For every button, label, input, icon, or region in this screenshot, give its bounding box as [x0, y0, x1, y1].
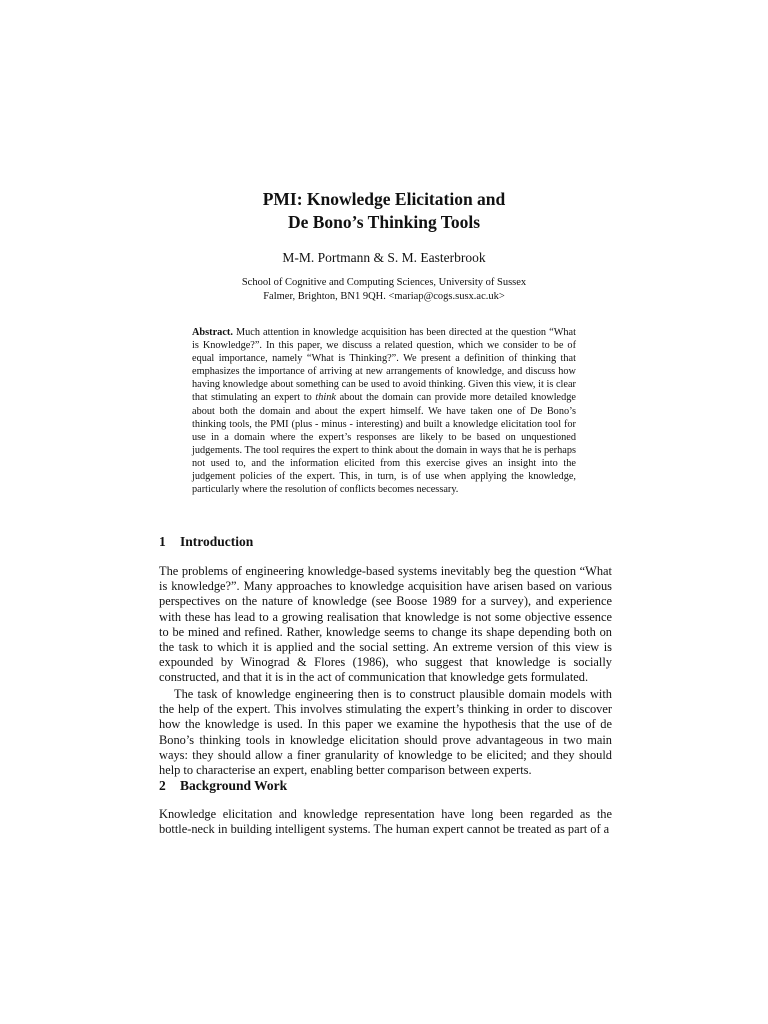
abstract-label: Abstract. [192, 327, 233, 338]
section-title: Background Work [180, 778, 288, 793]
section-heading-background-work [159, 777, 287, 794]
background-paragraph-1: Knowledge elicitation and knowledge representation have long been regarded as the bottle-neck in building intelligent systems. The human expert cannot be treated as part of a [159, 807, 612, 837]
affiliation-line-2: Falmer, Brighton, BN1 9QH. <mariap@cogs.susx.ac.uk> [263, 291, 505, 302]
paper-title-line-2: De Bono’s Thinking Tools [287, 212, 481, 232]
paper-title-line-1: PMI: Knowledge Elicitation and [262, 189, 506, 209]
abstract-text-part-2: about the domain can provide more detailed knowledge about both the domain and about the expert himself. We have taken one of De Bono’s thinking tools, the PMI (plus - minus - interesting) and built a knowledge elicitation tool for use in a domain where the expert’s responses are likely to be based on unquestioned judgements. The tool requires the expert to think about the domain in ways that he is perhaps not used to, and the information elicited from this exercise gives an insight into the judgement policies of the expert. This, in turn, is of use when applying the knowledge, particularly where the resolution of conflicts becomes necessary. [192, 392, 576, 496]
introduction-paragraph-2: The task of knowledge engineering then is to construct plausible domain models with the help of the expert. This involves stimulating the expert’s thinking in order to discover how the knowledge is used. In this paper we examine the hypothesis that the use of de Bono’s thinking tools in knowledge elicitation should prove advantageous in two main ways: they should allow a finer granularity of knowledge to be elicited; and they should help to characterise an expert, enabling better comparison between experts. [159, 687, 612, 778]
affiliation-line-1: School of Cognitive and Computing Sciences, University of Sussex [241, 277, 527, 288]
paper-authors: M-M. Portmann & S. M. Easterbrook [282, 250, 486, 265]
section-number: 2 [159, 778, 166, 793]
abstract-emphasis-think: think [315, 392, 336, 404]
section-heading-introduction [159, 533, 253, 550]
introduction-paragraph-1: The problems of engineering knowledge-based systems inevitably beg the question “What is knowledge?”. Many approaches to knowledge acquisition have arisen based on various perspectives on the nature of knowledge (see Boose 1989 for a survey), and experience with these has lead to a growing realisation that knowledge is not some objective essence to be mined and refined. Rather, knowledge seems to change its shape depending both on the task to which it is applied and the social setting. An extreme version of this view is expounded by Winograd & Flores (1986), who suggest that knowledge is socially constructed, and that it is in the act of communication that knowledge gets formulated. [159, 564, 612, 685]
section-title: Introduction [180, 534, 254, 549]
abstract-text-part-1: Much attention in knowledge acquisition has been directed at the question “What is Knowledge?”. In this paper, we discuss a related question, which we consider to be of equal importance, namely “What is Thinking?”. We present a definition of thinking that emphasizes the importance of arriving at new arrangements of knowledge, and discuss how having knowledge about something can be used to avoid thinking. Given this view, it is clear that stimulating an expert to [192, 327, 576, 404]
abstract [192, 326, 576, 496]
section-number: 1 [159, 534, 166, 549]
